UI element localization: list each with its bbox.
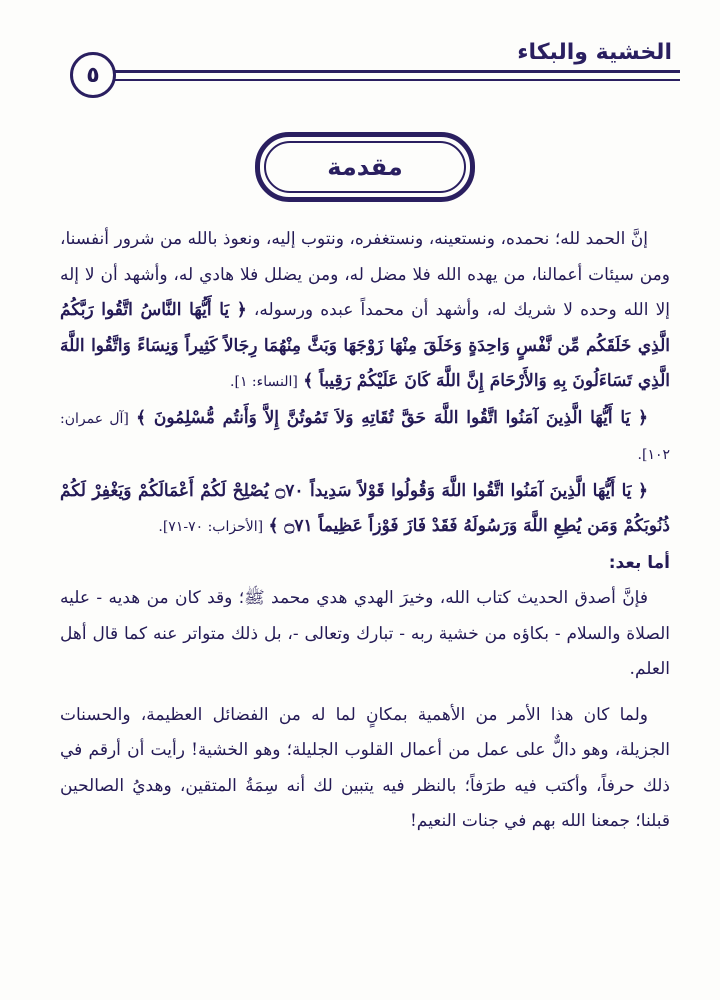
paragraph-verse-ahzab	[60, 474, 670, 546]
citation-nisa: [النساء: ١].	[230, 374, 298, 390]
header-rule-thin	[110, 79, 680, 81]
quran-verse-nisa: ﴿ يَا أَيُّهَا النَّاسُ اتَّقُوا رَبَّكُمُ الَّذِي خَلَقَكُم مِّن نَّفْسٍ وَاحِدَةٍ وَخَلَقَ مِنْهَا زَوْجَهَا وَبَثَّ مِنْهُمَا رِجَالاً كَثِيراً وَنِسَاءً وَاتَّقُوا اللَّهَ الَّذِي تَسَاءَلُونَ بِهِ وَالأَرْحَامَ إِنَّ اللَّهَ كَانَ عَلَيْكُمْ رَقِيباً ﴾	[60, 300, 670, 391]
paragraph-verse-imran	[60, 401, 670, 474]
paragraph-purpose: ولما كان هذا الأمر من الأهمية بمكانٍ لما له من الفضائل العظيمة، والحسنات الجزيلة، وهو دالٌّ على عمل من أعمال القلوب الجليلة؛ وهو الخشية! رأيت أن أرقم في ذلك حرفاً، وأكتب فيه طرَفاً؛ بالنظر فيه يتبين لك أنه سِمَةُ المتقين، وهديُ الصالحين قبلنا؛ جمعنا الله بهم في جنات النعيم!	[60, 704, 670, 831]
page-number: ٥	[70, 52, 116, 98]
amma-baad-heading: أما بعد:	[608, 552, 670, 573]
citation-ahzab: [الأحزاب: ٧٠-٧١].	[158, 519, 264, 535]
opening-sermon-text: إنَّ الحمد لله؛ نحمده، ونستعينه، ونستغفره، ونتوب إليه، ونعوذ بالله من شرور أنفسنا، ومن سيئات أعمالنا، من يهده الله فلا مضل له، ومن يضلل فلا هادي له، وأشهد أن لا إله إلا الله وحده لا شريك له، وأشهد أن محمداً عبده ورسوله،	[60, 229, 671, 320]
quran-verse-ahzab: ﴿ يَا أَيُّهَا الَّذِينَ آمَنُوا اتَّقُوا اللَّهَ وَقُولُوا قَوْلاً سَدِيداً ۝٧٠ يُصْلِحْ لَكُمْ أَعْمَالَكُمْ وَيَغْفِرْ لَكُمْ ذُنُوبَكُمْ وَمَن يُطِعِ اللَّهَ وَرَسُولَهُ فَقَدْ فَازَ فَوْزاً عَظِيماً ۝٧١ ﴾	[60, 480, 670, 536]
paragraph-hadith: فإنَّ أصدق الحديث كتاب الله، وخيرَ الهدي هدي محمد ﷺ؛ وقد كان من هديه - عليه الصلاة والسلام - بكاؤه من خشية ربه - تبارك وتعالى -، بل ذلك متواتر عنه كما قال أهل العلم.	[60, 588, 670, 679]
paragraph-opening	[60, 222, 670, 401]
section-title: مقدمة	[264, 141, 466, 193]
citation-imran: [آل عمران: ١٠٢].	[60, 410, 670, 463]
quran-verse-imran: ﴿ يَا أَيُّهَا الَّذِينَ آمَنُوا اتَّقُوا اللَّهَ حَقَّ تُقَاتِهِ وَلاَ تَمُوتُنَّ إِلاَّ وَأَنتُم مُّسْلِمُونَ ﴾	[136, 407, 649, 428]
running-header-title: الخشية والبكاء	[517, 40, 672, 65]
header-rule-thick	[110, 70, 680, 73]
body-text	[60, 222, 670, 840]
